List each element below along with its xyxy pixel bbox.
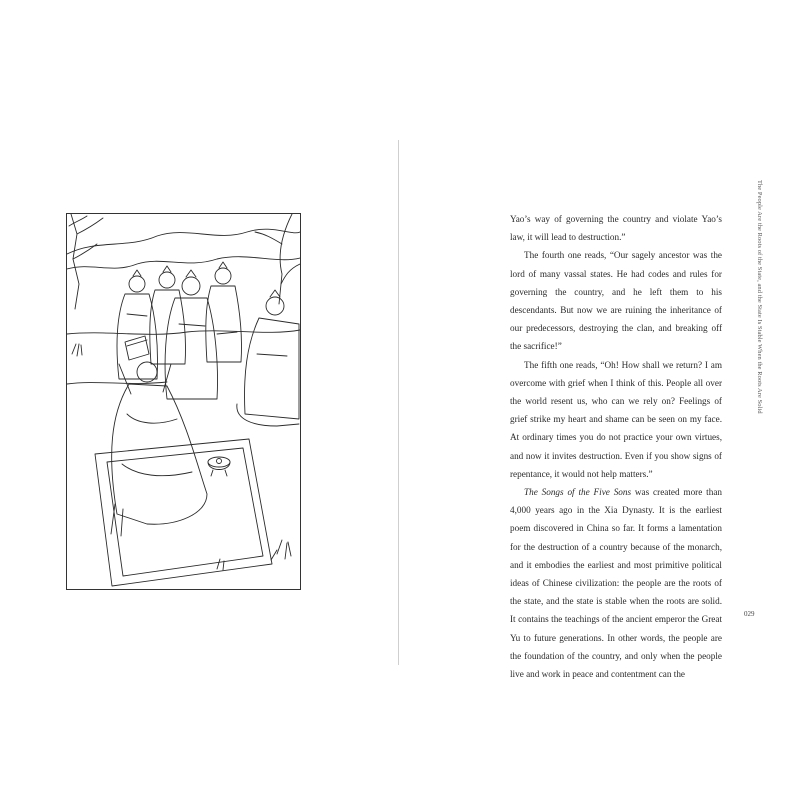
body-text-column bbox=[510, 210, 722, 683]
illustration-panel bbox=[66, 213, 301, 590]
page-number: 029 bbox=[744, 610, 755, 618]
ancient-officials-illustration-icon bbox=[67, 214, 300, 589]
paragraph-1: Yao’s way of governing the country and violate Yao’s law, it will lead to destruction.” bbox=[510, 214, 722, 243]
paragraph-4-body: was created more than 4,000 years ago in the Xia Dynasty. It is the earliest poem discovered in China so far. It forms a lamentation for the destruction of a country because of the monarch, and it embodies the earliest and most primitive political ideas of Chinese civilization: the people are the roots of the state, and the state is stable when the roots are solid. It contains the teachings of the ancient emperor the Great Yu to future generations. In other words, the people are the foundation of the country, and only when the people live and work in peace and contentment can the bbox=[510, 487, 722, 680]
page-gutter bbox=[398, 140, 399, 665]
book-title: The Songs of the Five Sons bbox=[524, 487, 632, 498]
paragraph-2: The fourth one reads, “Our sagely ancestor was the lord of many vassal states. He had codes and rules for governing the country, and he left them to his descendants. But now we are ruining the inheritance of our predecessors, destroying the clan, and breaking off the sacrifice!” bbox=[510, 250, 722, 352]
paragraph-4 bbox=[510, 483, 722, 683]
paragraph-3: The fifth one reads, “Oh! How shall we return? I am overcome with grief when I think of this. People all over the world resent us, who can we rely on? Feelings of grief strike my heart and shame can be seen on my face. At ordinary times you do not practice your own virtues, and now it invites destruction. Even if you show signs of repentance, it would not help matters.” bbox=[510, 359, 722, 479]
running-head: The People Are the Roots of the State, and the State Is Stable When the Roots Are Solid bbox=[756, 180, 763, 414]
